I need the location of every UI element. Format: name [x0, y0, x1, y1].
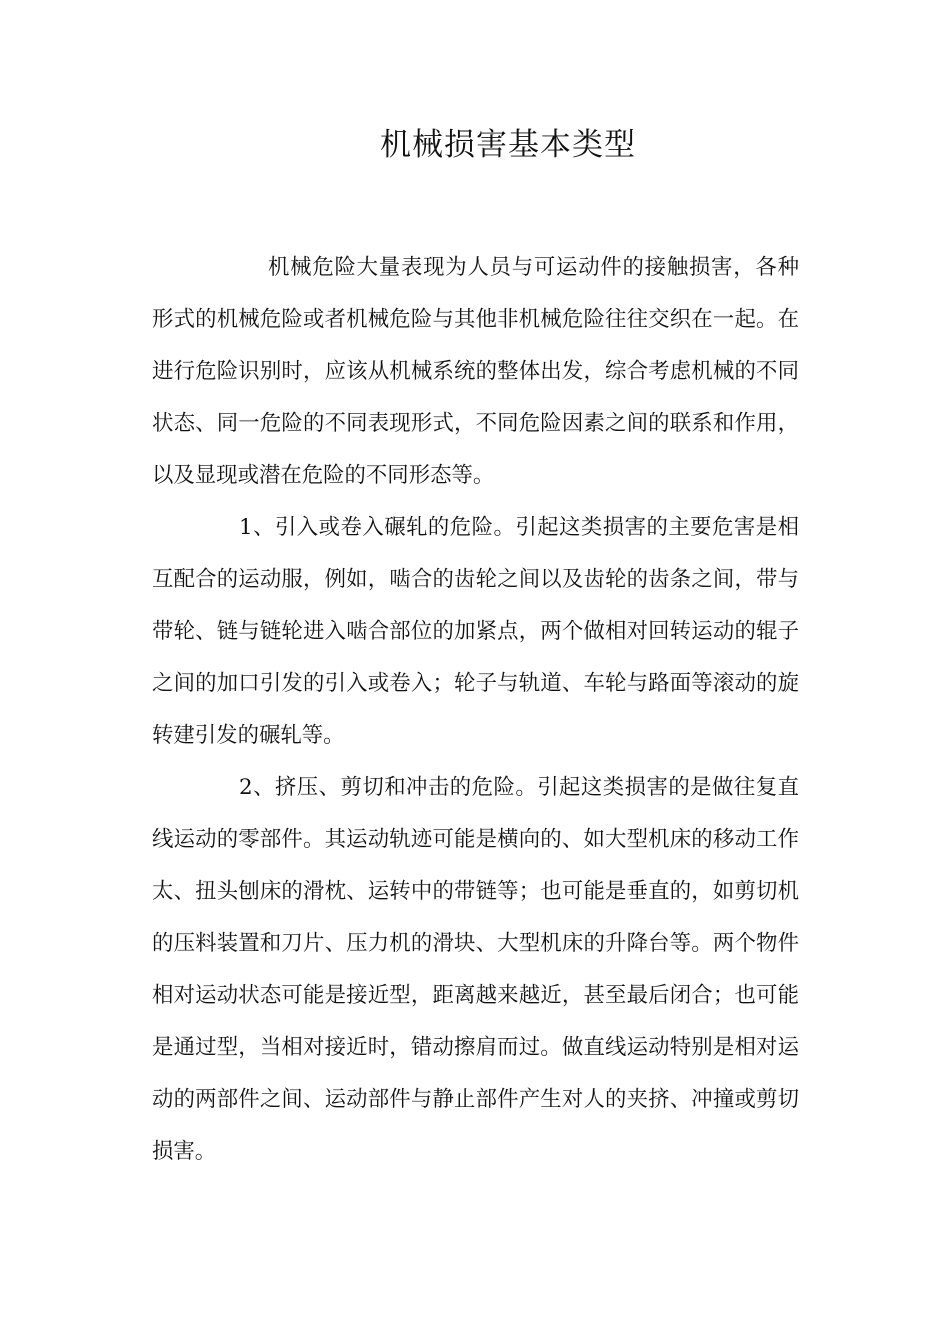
document-body: [152, 242, 799, 1178]
paragraph-intro: 机械危险大量表现为人员与可运动件的接触损害，各种形式的机械危险或者机械危险与其他非机械危险往往交织在一起。在进行危险识别时，应该从机械系统的整体出发，综合考虑机械的不同状态、同一危险的不同表现形式，不同危险因素之间的联系和作用，以及显现或潜在危险的不同形态等。: [152, 255, 799, 488]
paragraph-hazard-2: 2、挤压、剪切和冲击的危险。引起这类损害的是做往复直线运动的零部件。其运动轨迹可能是横向的、如大型机床的移动工作太、扭头刨床的滑枕、运转中的带链等；也可能是垂直的，如剪切机的压料装置和刀片、压力机的滑块、大型机床的升降台等。两个物件相对运动状态可能是接近型，距离越来越近，甚至最后闭合；也可能是通过型，当相对接近时，错动擦肩而过。做直线运动特别是相对运动的两部件之间、运动部件与静止部件产生对人的夹挤、冲撞或剪切损害。: [152, 775, 799, 1164]
document-title: 机械损害基本类型: [380, 127, 636, 163]
paragraph-hazard-1: 1、引入或卷入碾轧的危险。引起这类损害的主要危害是相互配合的运动服，例如，啮合的齿轮之间以及齿轮的齿条之间，带与带轮、链与链轮进入啮合部位的加紧点，两个做相对回转运动的辊子之间的加口引发的引入或卷入；轮子与轨道、车轮与路面等滚动的旋转建引发的碾轧等。: [152, 515, 799, 748]
